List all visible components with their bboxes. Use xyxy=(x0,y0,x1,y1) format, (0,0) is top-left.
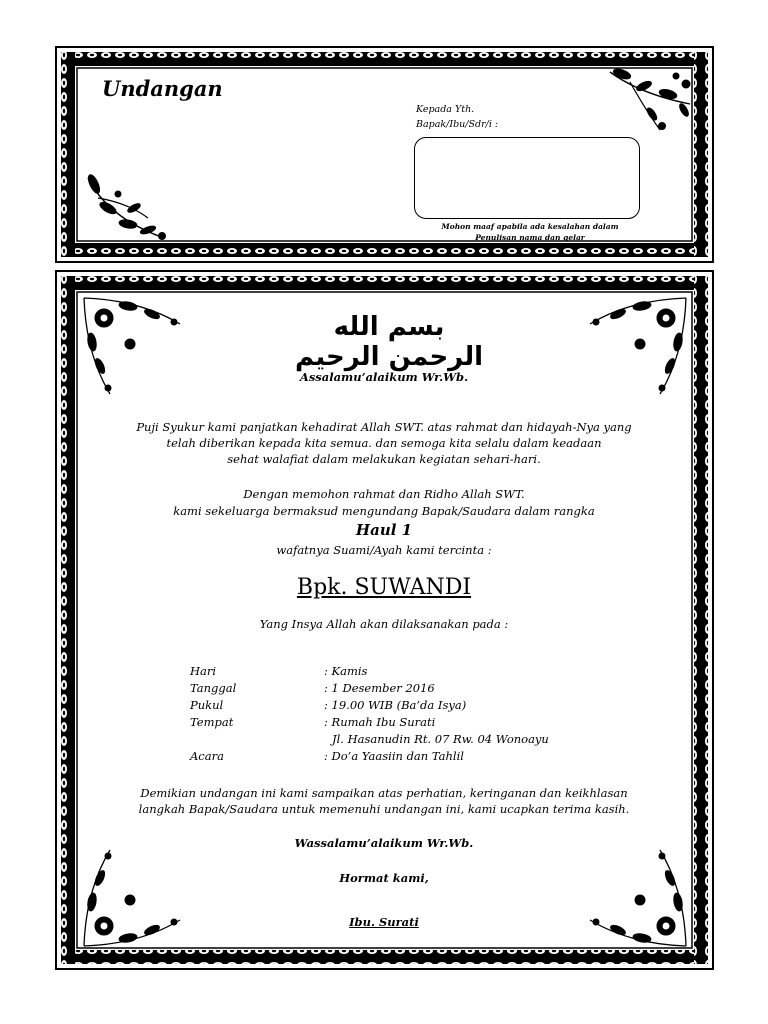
greeting: Assalamu’alaikum Wr.Wb. xyxy=(299,370,469,384)
apology-note-line1: Mohon maaf apabila ada kesalahan dalam xyxy=(441,222,619,231)
detail-value-tempat: : Rumah Ibu Surati xyxy=(324,715,436,729)
detail-label-pukul: Pukul xyxy=(190,698,224,712)
kepada-label: Kepada Yth. xyxy=(416,104,475,115)
event-title: Haul 1 xyxy=(355,521,413,539)
closing-line2: langkah Bapak/Saudara untuk memenuhi undangan ini, kami ucapkan terima kasih. xyxy=(138,802,630,816)
signer-name: Ibu. Surati xyxy=(349,915,419,929)
apology-note-line2: Penulisan nama dan gelar xyxy=(475,233,585,242)
recipient-label: Bapak/Ibu/Sdr/i : xyxy=(416,119,499,130)
deceased-name: Bpk. SUWANDI xyxy=(296,575,472,600)
floral-ornament-icon xyxy=(78,168,168,244)
closing-salam: Wassalamu’alaikum Wr.Wb. xyxy=(294,836,474,850)
detail-label-tanggal: Tanggal xyxy=(190,681,237,695)
detail-value-tanggal: : 1 Desember 2016 xyxy=(324,681,435,695)
para2-line2: kami sekeluarga bermaksud mengundang Bapak/Saudara dalam rangka xyxy=(173,504,595,518)
para1-line3: sehat walafiat dalam melakukan kegiatan sehari-hari. xyxy=(227,452,541,466)
detail-label-acara: Acara xyxy=(190,749,224,763)
wafat-line: wafatnya Suami/Ayah kami tercinta : xyxy=(276,543,492,557)
corner-floral-icon xyxy=(586,846,690,950)
para2-line1: Dengan memohon rahmat dan Ridho Allah SWT. xyxy=(243,487,525,501)
detail-value-hari: : Kamis xyxy=(324,664,368,678)
detail-value-address: Jl. Hasanudin Rt. 07 Rw. 04 Wonoayu xyxy=(332,732,549,746)
detail-value-acara: : Do’a Yaasiin dan Tahlil xyxy=(324,749,464,763)
detail-label-hari: Hari xyxy=(190,664,217,678)
para1-line1: Puji Syukur kami panjatkan kehadirat Allah SWT. atas rahmat dan hidayah-Nya yang xyxy=(136,420,632,434)
hormat-kami: Hormat kami, xyxy=(339,871,429,885)
envelope-title: Undangan xyxy=(102,76,223,101)
floral-ornament-icon xyxy=(600,64,696,134)
corner-floral-icon xyxy=(80,846,184,950)
para1-line2: telah diberikan kepada kita semua. dan semoga kita selalu dalam keadaan xyxy=(166,436,602,450)
insya-line: Yang Insya Allah akan dilaksanakan pada : xyxy=(259,617,509,631)
closing-line1: Demikian undangan ini kami sampaikan atas perhatian, keringanan dan keikhlasan xyxy=(140,786,628,800)
detail-value-pukul: : 19.00 WIB (Ba’da Isya) xyxy=(324,698,467,712)
address-box[interactable] xyxy=(414,137,640,219)
detail-label-tempat: Tempat xyxy=(190,715,234,729)
bismillah-calligraphy: بسم الله الرحمن الرحيم xyxy=(294,312,484,372)
